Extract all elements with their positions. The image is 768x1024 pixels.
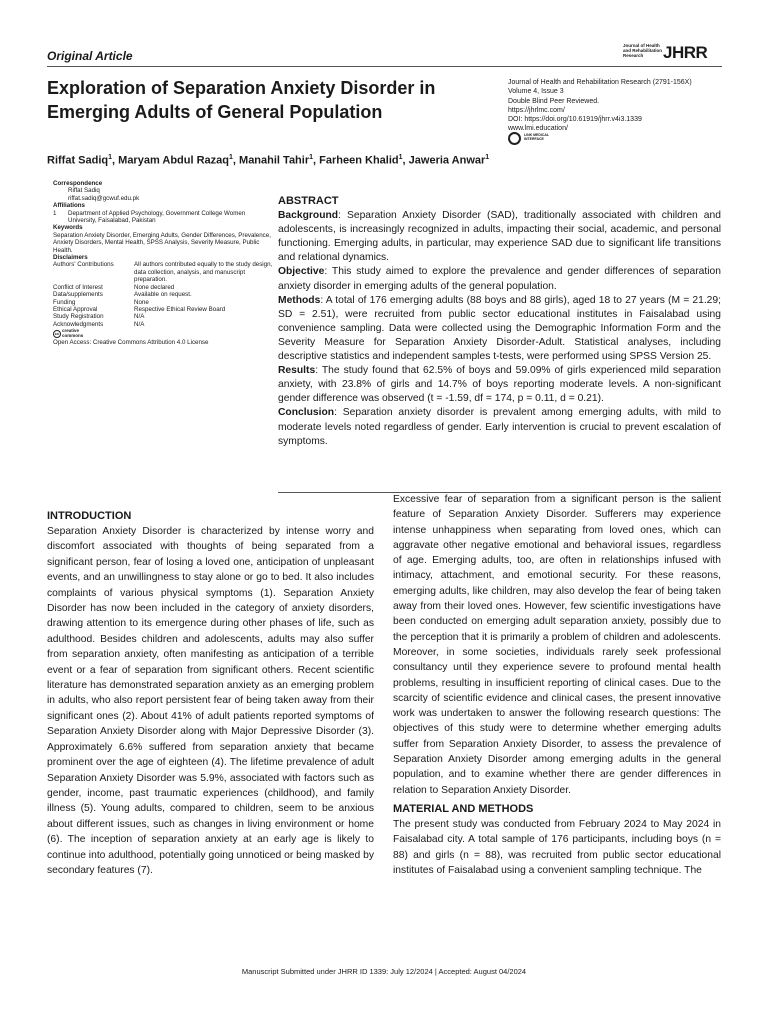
abstract-label: Background (278, 210, 339, 222)
disclaimer-key: Data/supplements (53, 291, 103, 299)
disclaimer-value: Available on request. (134, 291, 192, 299)
introduction-heading: INTRODUCTION (47, 510, 132, 522)
journal-url[interactable]: https://jhrlmc.com/ (508, 106, 565, 114)
author-name: Riffat Sadiq (47, 154, 109, 167)
affiliation-text: Department of Applied Psychology, Government College Women University, Faisalabad, Pakistan (68, 209, 246, 225)
disclaimer-key: Acknowledgments (53, 320, 104, 328)
creative-commons-text: creative commons (62, 328, 84, 338)
abstract-text: : A total of 176 emerging adults (88 boys and 88 girls), aged 18 to 27 years (M = 21.29; SD = 2.51), were recruited from public sector educational institutes in Faisalabad using convenience sampling. Data were collected using the Demographic Information Form and the Severity Measure for Separation Anxiety Disorder-Adult. Statistical analyses, including descriptive statistics and independent samples t-tests, were performed using SPSS Version 25. (278, 294, 721, 363)
author-affiliation: 1 (309, 154, 314, 161)
author-list: Riffat Sadiq$^1$, Maryam Abdul Razaq$^1$, Manahil Tahir$^1$, Farheen Khalid$^1$, Jaweria Anwar$^1$ (47, 154, 490, 167)
creative-commons-icon: cc creative commons (53, 329, 87, 339)
journal-logo-small-text: Journal of Health and Rehabilitation Research (623, 43, 663, 58)
correspondence-name: Riffat Sadiq (68, 187, 100, 195)
disclaimer-value: All authors contributed equally to the study design, data collection, analysis, and manuscript preparation. (134, 261, 273, 284)
disclaimer-value: N/A (134, 313, 145, 321)
disclaimer-row (53, 291, 275, 298)
abstract-text: : This study aimed to explore the prevalence and gender differences of separation anxiety disorder in emerging adults of the general population. (278, 266, 721, 292)
lmi-circle-icon (508, 132, 521, 145)
author-name: Maryam Abdul Razaq (118, 154, 229, 167)
article-title: Exploration of Separation Anxiety Disorder in Emerging Adults of General Population (47, 78, 436, 122)
abstract-objective (278, 265, 721, 293)
disclaimer-value: None (134, 298, 149, 306)
abstract (278, 194, 721, 449)
disclaimer-key: Conflict of Interest (53, 283, 103, 291)
author-affiliation: 1 (108, 154, 113, 161)
journal-doi[interactable]: DOI: https://doi.org/10.61919/jhrr.v4i3.1339 (508, 116, 642, 124)
article-sidebar (53, 180, 275, 347)
open-access-text: Open Access: Creative Commons Attribution 4.0 License (53, 339, 209, 347)
disclaimer-row (53, 284, 275, 291)
header-rule (47, 66, 722, 67)
abstract-background (278, 209, 721, 265)
author-affiliation: 1 (229, 154, 233, 161)
disclaimer-key: Funding (53, 298, 76, 306)
author-affiliation: 1 (398, 154, 403, 161)
journal-review: Double Blind Peer Reviewed. (508, 97, 600, 105)
abstract-methods (278, 294, 721, 364)
keywords-heading: Keywords (53, 224, 83, 232)
right-column (393, 492, 721, 878)
disclaimer-row (53, 321, 275, 328)
disclaimer-row (53, 261, 275, 283)
introduction-paragraph: Separation Anxiety Disorder is characterized by intense worry and discomfort associated with thoughts of being separated from a significant person, fear of losing a loved one, anticipation of unpleasant events, and an unwillingness to stay alone or go to bed. It also includes complaints of various physical symptoms (1). Separation Anxiety Disorder has now been included in the category of anxiety disorders, drawing attention to its emergence during other phases of life, such as adulthood. Besides children and adolescents, adults may also suffer from separation anxiety, often manifesting as anticipation of a terrible event or a fear of separation from significant others. Recent scientific literature has demonstrated separation anxiety as an emerging problem in adults, who also report persistent fear of being taken away from their significant ones (2). About 41% of adult patients reported symptoms of Separation Anxiety Disorder along with Major Depressive Disorder (3). Approximately 6.6% suffered from separation anxiety that became prominent over the age of eighteen (4). The lifetime prevalence of adult Separation Anxiety Disorder was 5.9%, associated with factors such as gender, income, past traumatic experiences (childhood), and family illness (5). Young adults, compared to children, seem to be anxious about different issues, such as changes in living environment or home (6). The inception of separation anxiety at an early age is likely to continue into adulthood, potentially going unnoticed or being masked by secondary features (7). (47, 526, 374, 876)
methods-heading: MATERIAL AND METHODS (393, 802, 534, 815)
lmi-logo (508, 131, 558, 149)
disclaimer-row (53, 306, 275, 313)
journal-site[interactable]: www.lmi.education/ (508, 125, 568, 133)
disclaimer-key: Study Registration (53, 313, 104, 321)
page-footer: Manuscript Submitted under JHRR ID 1339: July 12/2024 | Accepted: August 04/2024 (241, 967, 527, 976)
abstract-results (278, 364, 721, 406)
journal-volume: Volume 4, Issue 3 (508, 88, 564, 96)
abstract-label: Objective (278, 266, 325, 278)
disclaimer-value: None declared (134, 283, 175, 291)
disclaimer-value: Respective Ethical Review Board (134, 305, 226, 313)
abstract-heading: ABSTRACT (278, 195, 339, 207)
affiliation-row (53, 210, 275, 225)
disclaimer-value: N/A (134, 320, 145, 328)
article-type-label: Original Article (47, 49, 133, 63)
body-paragraph: Excessive fear of separation from a significant person is the salient feature of Separation Anxiety Disorder. Sufferers may experience intense unhappiness when separating from loved ones, which can aggravate other negative emotional and behavioral issues, regardless of age. Emerging adults, too, are often in relationships infused with intimacy, attachment, and emotional security. For these reasons, emerging adults, like children, may also develop the fear of being taken away from their loved ones. However, few scientific investigations have been conducted on emerging adult separation anxiety, possibly due to the perception that it is primarily a problem of children and adolescents. Moreover, in some societies, individuals rarely seek professional consultancy until they experience severe to profound mental health problems, resulting in insufficient reporting of clinical cases. Due to the scarcity of scientific evidence and clinical cases, the present innovative work was undertaken to answer the following research questions: The objectives of this study were to determine whether emerging adults suffer from Separation Anxiety Disorder, to assess the prevalence of Separation Anxiety Disorder among emerging adults in the general population, and to examine whether there are gender differences in relation to Separation Anxiety Disorder. (393, 494, 721, 796)
author-name: Jaweria Anwar (408, 154, 486, 167)
left-column (47, 509, 374, 878)
creative-commons-block (53, 329, 275, 339)
lmi-text: LINK MEDICAL INTERFACE (524, 133, 550, 141)
correspondence-heading: Correspondence (53, 180, 103, 187)
affiliations-heading: Affiliations (53, 202, 85, 210)
keywords-text: Separation Anxiety Disorder, Emerging Adults, Gender Differences, Prevalence, Anxiety Disorders, Mental Health, SPSS Analysis, Severity Measure, Public Health. (53, 231, 271, 254)
correspondence-email[interactable]: riffat.sadiq@gcwuf.edu.pk (68, 194, 140, 202)
author-name: Farheen Khalid (319, 154, 399, 167)
author-name: Manahil Tahir (239, 154, 310, 167)
disclaimer-key: Ethical Approval (53, 305, 98, 313)
methods-paragraph: The present study was conducted from February 2024 to May 2024 in Faisalabad city. A total sample of 176 participants, including boys (n = 88) and girls (n = 88), was recruited from public sector educational institutes of Faisalabad using a convenient sampling technique. The (393, 818, 721, 876)
journal-info (508, 78, 723, 134)
disclaimer-key: Authors' Contributions (53, 261, 114, 269)
abstract-conclusion (278, 406, 721, 448)
disclaimers-heading: Disclaimers (53, 254, 88, 262)
abstract-label: Methods (278, 294, 321, 306)
journal-logo (623, 43, 723, 63)
abstract-text: : Separation anxiety disorder is prevalent among emerging adults, with mild to moderate levels noted regardless of gender. Early intervention is crucial to prevent escalation of symptoms. (278, 407, 721, 447)
abstract-label: Conclusion (278, 407, 335, 419)
abstract-text: : Separation Anxiety Disorder (SAD), traditionally associated with children and adolescents, is increasingly recognized in adults, impacting their social, academic, and personal functioning. Emerging adults, in particular, may experience SAD due to significant life transitions and relational dynamics. (278, 210, 721, 264)
journal-name: Journal of Health and Rehabilitation Research (2791-156X) (508, 79, 692, 86)
author-affiliation: 1 (485, 154, 490, 161)
affiliation-number: 1 (53, 209, 57, 217)
journal-logo-acronym: JHRR (663, 43, 708, 62)
disclaimer-row (53, 313, 275, 320)
abstract-label: Results (278, 365, 316, 377)
disclaimer-row (53, 299, 275, 306)
abstract-text: : The study found that 62.5% of boys and 59.09% of girls experienced mild separation anxiety, with 23.8% of girls and 14.7% of boys reporting moderate levels. A non-significant gender difference was observed (t = -1.59, df = 174, p = 0.11, d = 0.21). (278, 365, 721, 405)
